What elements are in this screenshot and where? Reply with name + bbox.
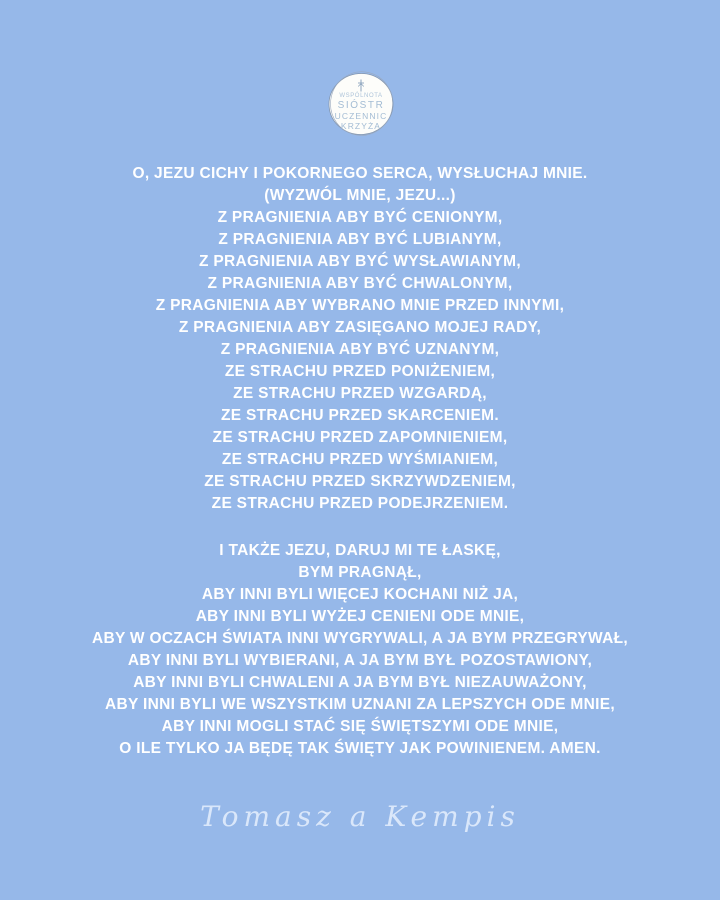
author-signature: Tomasz a Kempis: [200, 800, 520, 833]
prayer-line: Z PRAGNIENIA ABY BYĆ CHWALONYM,: [207, 275, 513, 292]
prayer-line: Z PRAGNIENIA ABY ZASIĘGANO MOJEJ RADY,: [178, 319, 542, 336]
prayer-line: ZE STRACHU PRZED ZAPOMNIENIEM,: [212, 429, 508, 446]
prayer-block-2: [0, 540, 720, 760]
prayer-line: Z PRAGNIENIA ABY BYĆ UZNANYM,: [220, 341, 500, 358]
logo-text-krzyza: KRZYŻA: [340, 121, 382, 131]
prayer-line: ZE STRACHU PRZED WZGARDĄ,: [233, 385, 487, 402]
prayer-line: Z PRAGNIENIA ABY BYĆ LUBIANYM,: [218, 231, 502, 248]
prayer-line: Z PRAGNIENIA ABY WYBRANO MNIE PRZED INNYMI,: [155, 297, 565, 314]
prayer-line: ABY INNI BYLI WYBIERANI, A JA BYM BYŁ POZOSTAWIONY,: [127, 652, 593, 669]
cross-icon: [356, 79, 366, 92]
prayer-line: ZE STRACHU PRZED SKARCENIEM.: [221, 407, 499, 424]
prayer-line: Z PRAGNIENIA ABY BYĆ CENIONYM,: [217, 209, 503, 226]
prayer-line: ABY INNI BYLI CHWALENI A JA BYM BYŁ NIEZAUWAŻONY,: [133, 674, 587, 691]
logo-text-siostr: SIÓSTR: [337, 100, 385, 111]
logo-text-uczennic: UCZENNIC: [334, 111, 388, 121]
prayer-line: ZE STRACHU PRZED PONIŻENIEM,: [224, 363, 496, 380]
prayer-block-1: [0, 163, 720, 515]
prayer-line: ABY W OCZACH ŚWIATA INNI WYGRYWALI, A JA BYM PRZEGRYWAŁ,: [91, 630, 629, 647]
prayer-line: ABY INNI BYLI WIĘCEJ KOCHANI NIŻ JA,: [201, 586, 519, 603]
prayer-line: O ILE TYLKO JA BĘDĘ TAK ŚWIĘTY JAK POWINIENEM. AMEN.: [119, 740, 601, 757]
prayer-line: BYM PRAGNĄŁ,: [298, 564, 422, 581]
prayer-line: I TAKŻE JEZU, DARUJ MI TE ŁASKĘ,: [219, 542, 501, 559]
prayer-line: ABY INNI BYLI WYŻEJ CENIENI ODE MNIE,: [195, 608, 525, 625]
prayer-line: (WYZWÓL MNIE, JEZU...): [264, 187, 456, 204]
prayer-line: ZE STRACHU PRZED SKRZYWDZENIEM,: [204, 473, 516, 490]
prayer-line: ZE STRACHU PRZED WYŚMIANIEM,: [221, 451, 499, 468]
prayer-line: Z PRAGNIENIA ABY BYĆ WYSŁAWIANYM,: [199, 253, 521, 270]
prayer-line: ABY INNI MOGLI STAĆ SIĘ ŚWIĘTSZYMI ODE MNIE,: [161, 718, 559, 735]
logo-content: [327, 70, 395, 138]
prayer-line: O, JEZU CICHY I POKORNEGO SERCA, WYSŁUCHAJ MNIE.: [132, 165, 588, 182]
community-logo-badge: [327, 70, 395, 138]
prayer-line: ABY INNI BYLI WE WSZYSTKIM UZNANI ZA LEPSZYCH ODE MNIE,: [105, 696, 615, 713]
prayer-line: ZE STRACHU PRZED PODEJRZENIEM.: [211, 495, 509, 512]
logo-text-wspolnota: WSPÓLNOTA: [339, 93, 383, 99]
